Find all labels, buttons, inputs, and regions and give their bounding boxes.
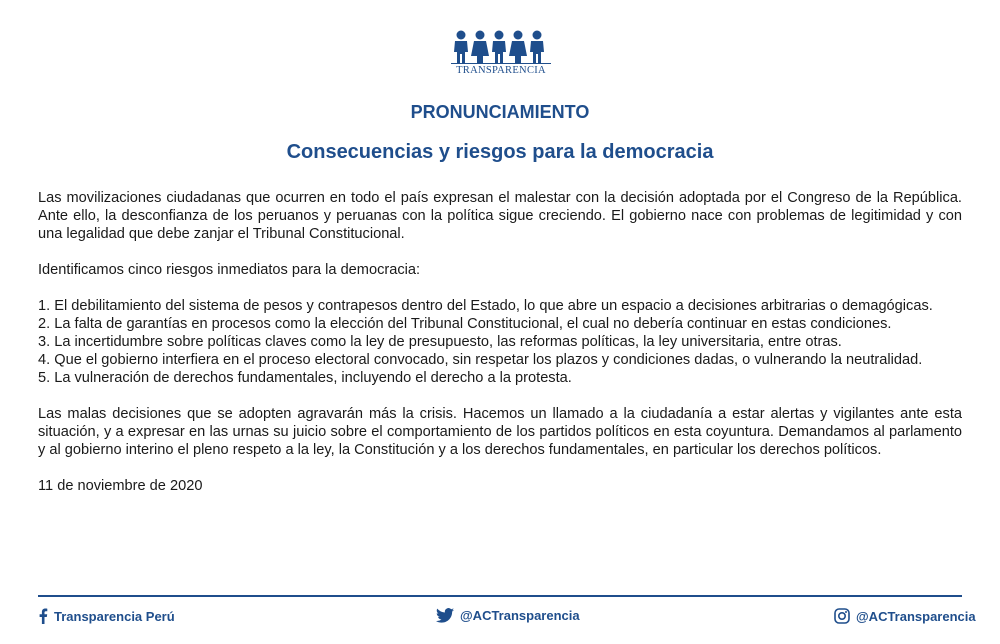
- instagram-label: @ACTransparencia: [856, 608, 976, 624]
- transparencia-logo: [449, 30, 553, 82]
- facebook-icon: [38, 608, 48, 624]
- facebook-label: Transparencia Perú: [54, 608, 175, 624]
- facebook-link[interactable]: [38, 608, 175, 624]
- twitter-icon: [436, 608, 454, 623]
- risk-item: 1. El debilitamiento del sistema de pesos y contrapesos dentro del Estado, lo que abre un espacio a decisiones arbitrarias o demagógicas.: [38, 298, 933, 314]
- closing-paragraph: Las malas decisiones que se adopten agravarán más la crisis. Hacemos un llamado a la ciudadanía a estar alertas y vigilantes ante esta situación, y a expresar en las urnas su juicio sobre el comportamiento de los partidos políticos en esta coyuntura. Demandamos al parlamento y al gobierno interino el pleno respeto a la ley, la Constitución y a los derechos fundamentales, en particular los derechos políticos.: [38, 406, 962, 458]
- date: 11 de noviembre de 2020: [38, 478, 203, 494]
- twitter-label: @ACTransparencia: [460, 608, 580, 623]
- risk-item: 2. La falta de garantías en procesos como la elección del Tribunal Constitucional, el cual no debería continuar en estas condiciones.: [38, 316, 892, 332]
- instagram-link[interactable]: [834, 608, 976, 624]
- page-title: PRONUNCIAMIENTO: [410, 102, 590, 122]
- risks-intro: Identificamos cinco riesgos inmediatos para la democracia:: [38, 262, 421, 278]
- risk-item: 4. Que el gobierno interfiera en el proceso electoral convocado, sin respetar los plazos y condiciones dadas, o vulnerando la neutralidad.: [38, 352, 923, 368]
- people-logo-icon: [449, 30, 553, 64]
- intro-paragraph: Las movilizaciones ciudadanas que ocurren en todo el país expresan el malestar con la decisión adoptada por el Congreso de la República. Ante ello, la desconfianza de los peruanos y peruanas con la política sigue creciendo. El gobierno nace con problemas de legitimidad y con una legalidad que debe zanjar el Tribunal Constitucional.: [38, 190, 962, 242]
- footer-divider: [38, 595, 962, 597]
- twitter-link[interactable]: [436, 608, 580, 623]
- statement-body: [38, 189, 962, 495]
- page-subtitle: Consecuencias y riesgos para la democracia: [286, 141, 714, 163]
- risk-item: 5. La vulneración de derechos fundamentales, incluyendo el derecho a la protesta.: [38, 370, 572, 386]
- instagram-icon: [834, 608, 850, 624]
- risk-item: 3. La incertidumbre sobre políticas claves como la ley de presupuesto, las reformas políticas, la ley universitaria, entre otras.: [38, 334, 842, 350]
- logo-wordmark: TRANSPARENCIA: [456, 65, 546, 76]
